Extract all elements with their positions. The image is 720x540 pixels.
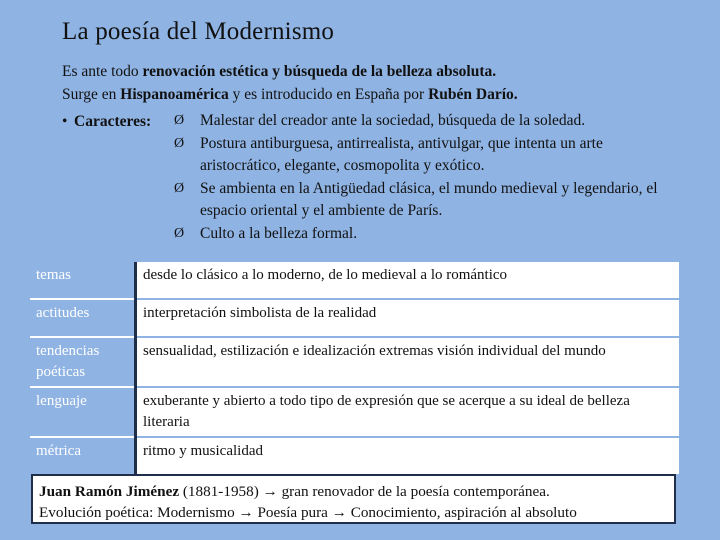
intro-text <box>62 60 518 106</box>
intro-line-2 <box>62 83 518 106</box>
footer-author-name: Juan Ramón Jiménez <box>39 483 180 500</box>
table-value-cell: exuberante y abierto a todo tipo de expresión que se acerque a su ideal de belleza literaria <box>136 387 680 437</box>
intro-line-2-bold-region: Hispanoamérica <box>120 86 229 103</box>
bullet-icon: • <box>62 113 68 130</box>
table-key-cell: lenguaje <box>30 387 136 437</box>
table-key-cell: actitudes <box>30 299 136 337</box>
arrow-bullet-icon: Ø <box>174 225 185 241</box>
list-item-text: Postura antiburguesa, antirrealista, antivulgar, que intenta un arte aristocrático, elegante, cosmopolita y exótico. <box>200 134 603 174</box>
table-row <box>30 262 679 299</box>
list-item <box>174 223 684 246</box>
intro-line-2-bold-author: Rubén Darío. <box>428 86 518 103</box>
slide-title: La poesía del Modernismo <box>62 18 335 45</box>
intro-line-1-prefix: Es ante todo <box>62 63 143 80</box>
intro-line-1 <box>62 60 518 83</box>
table-value-cell: desde lo clásico a lo moderno, de lo medieval a lo romántico <box>136 262 680 299</box>
list-item-text: Culto a la belleza formal. <box>200 224 358 242</box>
intro-line-2-prefix: Surge en <box>62 86 121 103</box>
list-item <box>174 110 684 133</box>
characteristics-label: Caracteres: <box>74 113 152 130</box>
table-row <box>30 337 679 387</box>
table-row <box>30 299 679 337</box>
characteristics-list <box>174 110 684 245</box>
list-item-text: Malestar del creador ante la sociedad, búsqueda de la soledad. <box>200 112 586 129</box>
arrow-bullet-icon: Ø <box>174 135 185 151</box>
table-value-cell: interpretación simbolista de la realidad <box>136 299 680 337</box>
intro-line-1-bold: renovación estética y búsqueda de la belleza absoluta. <box>142 63 497 80</box>
footer-line-1 <box>39 481 668 502</box>
list-item <box>174 178 684 223</box>
footer-box <box>31 474 676 524</box>
list-item <box>174 133 684 178</box>
footer-line-2: Evolución poética: Modernismo → Poesía pura → Conocimiento, aspiración al absoluto <box>39 504 577 521</box>
characteristics-label-row <box>62 110 151 133</box>
table-value-cell: sensualidad, estilización e idealización extremas visión individual del mundo <box>136 337 680 387</box>
table-key-cell: métrica <box>30 437 136 474</box>
intro-line-2-mid: y es introducido en España por <box>228 86 429 103</box>
footer-line-1-rest: (1881-1958) → gran renovador de la poesía contemporánea. <box>179 483 550 500</box>
list-item-text: Se ambienta en la Antigüedad clásica, el mundo medieval y legendario, el espacio oriental y el ambiente de París. <box>200 179 658 219</box>
table-key-cell: temas <box>30 262 136 299</box>
arrow-bullet-icon: Ø <box>174 180 185 196</box>
table-value-cell: ritmo y musicalidad <box>136 437 680 474</box>
features-table <box>30 262 679 474</box>
table-row <box>30 387 679 437</box>
table-row <box>30 437 679 474</box>
arrow-bullet-icon: Ø <box>174 113 185 128</box>
table-key-cell: tendencias poéticas <box>30 337 136 387</box>
